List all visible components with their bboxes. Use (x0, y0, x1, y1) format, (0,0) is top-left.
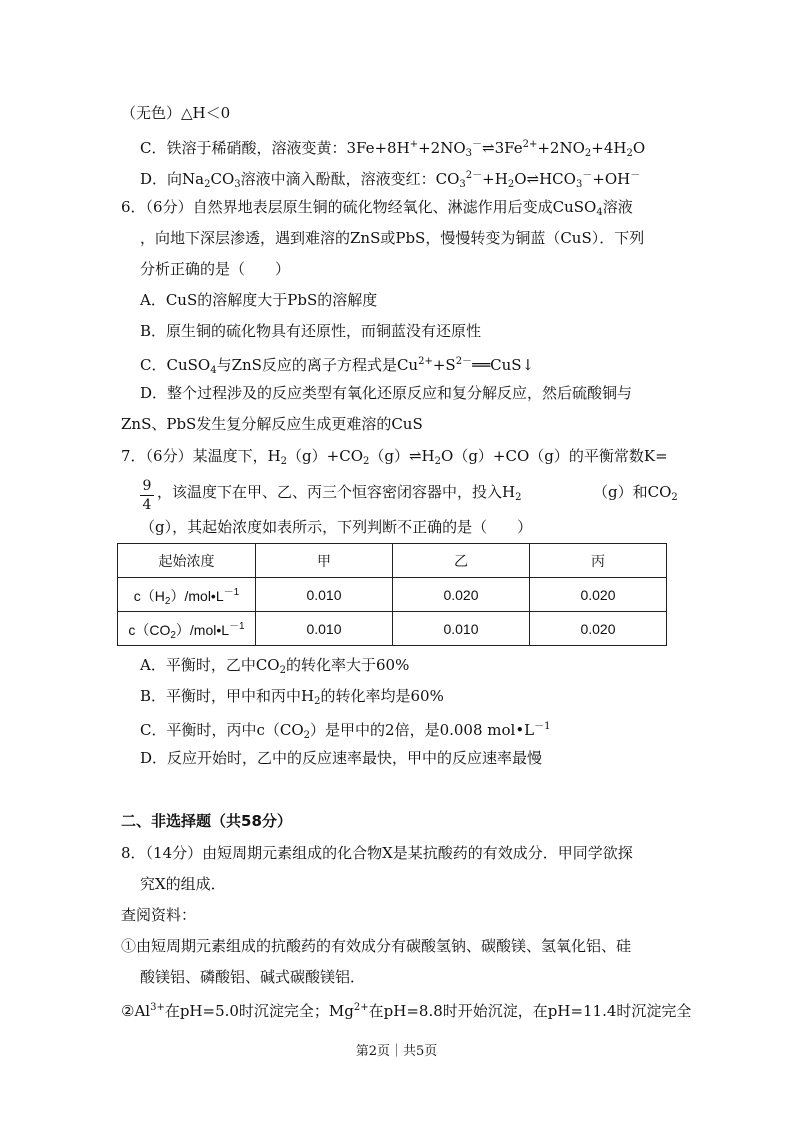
q6-stem-line3: 分析正确的是（ ） (140, 260, 291, 278)
table-cell: 0.020 (530, 578, 667, 612)
q6-option-d-line2: ZnS、PbS发生复分解反应生成更难溶的CuS (121, 415, 423, 433)
table-header: 乙 (393, 544, 530, 578)
table-row (118, 612, 667, 646)
q8-reference-label: 查阅资料： (121, 906, 197, 924)
table-cell: 0.010 (393, 612, 530, 646)
q8-reference-1-line1: ①由短周期元素组成的抗酸药的有效成分有碳酸氢钠、碳酸镁、氢氧化铝、硅 (121, 937, 632, 955)
table-cell: 0.020 (530, 612, 667, 646)
q6-stem-line1: 6．（6分）自然界地表层原生铜的硫化物经氧化、淋滤作用后变成CuSO$_4$溶液 (121, 198, 633, 218)
q7-stem-line1: 7．（6分）某温度下，$H_2(g)+CO_2(g)\rightleftharpoons H_2O(g)+CO(g)$的平衡常数K= (121, 447, 668, 467)
q6-stem-line2: ，向地下深层渗透，遇到难溶的ZnS或PbS，慢慢转变为铜蓝（CuS）．下列 (140, 229, 645, 247)
table-header: 起始浓度 (118, 544, 256, 578)
q7-option-c: C．平衡时，丙中$c(CO_2)$是甲中的2倍，是0.008 $mol•L^{-1}$ (140, 721, 551, 741)
equilibrium-constant-fraction: 9 4 (140, 478, 154, 513)
fraction-bar (140, 495, 154, 496)
table-header: 甲 (256, 544, 393, 578)
q7-option-a: A．平衡时，乙中$CO_2$的转化率大于60% (140, 656, 410, 676)
line-continuation: （无色）△H＜0 (121, 104, 231, 122)
q7-stem-line2b: （g）和$CO_2$ (593, 483, 678, 503)
q8-reference-2: $②Al^{3+}$在pH=5.0时沉淀完全；$Mg^{2+}$在pH=8.8时开始沉淀，在pH=11.4时沉淀完全 (121, 1002, 692, 1020)
table-cell: 0.010 (256, 578, 393, 612)
q7-option-b: B．平衡时，甲中和丙中$H_2$的转化率均是60% (140, 687, 444, 707)
q8-reference-1-line2: 酸镁铝、磷酸铝、碱式碳酸镁铝． (140, 968, 366, 986)
q6-option-d-line1: D．整个过程涉及的反应类型有氧化还原反应和复分解反应，然后硫酸铜与 (140, 384, 633, 402)
table-cell: 0.020 (393, 578, 530, 612)
q5-option-d: D．向$Na_2CO_3$溶液中滴入酚酞，溶液变红：$CO_3^{2-}+H_2O\rightleftharpoons HCO_3^-+OH^-$ (140, 170, 641, 190)
q6-option-a: A．CuS的溶解度大于PbS的溶解度 (140, 291, 378, 309)
q5-option-c: C．铁溶于稀硝酸，溶液变黄：$3Fe+8H^++2NO_3^-\rightleftharpoons 3Fe^{2+}+2NO_2+4H_2O$ (140, 139, 646, 159)
q8-stem-line2: 究X的组成． (140, 875, 226, 893)
table-row (118, 578, 667, 612)
table-cell: 0.010 (256, 612, 393, 646)
initial-concentration-table (117, 543, 667, 646)
q7-stem-line2a: ，该温度下在甲、乙、丙三个恒容密闭容器中，投入$H_2$ (157, 483, 522, 503)
q7-stem-line3: （g），其起始浓度如表所示，下列判断不正确的是（ ） (140, 518, 533, 536)
section-heading: 二、非选择题（共58分） (121, 812, 292, 830)
page-footer: 第2页｜共5页 (355, 1044, 438, 1059)
row-label-co2: $c(CO_2)/mol•L^{-1}$ (118, 612, 256, 646)
q8-stem-line1: 8．（14分）由短周期元素组成的化合物X是某抗酸药的有效成分．甲同学欲探 (121, 844, 633, 862)
table-header: 丙 (530, 544, 667, 578)
q7-option-d: D．反应开始时，乙中的反应速率最快，甲中的反应速率最慢 (140, 749, 543, 767)
table-header-row (118, 544, 667, 578)
q6-option-b: B．原生铜的硫化物具有还原性，而铜蓝没有还原性 (140, 322, 482, 340)
row-label-h2: $c(H_2)/mol•L^{-1}$ (118, 578, 256, 612)
q6-option-c: C．CuSO$_4$与ZnS反应的离子方程式是$Cu^{2+}+S^{2-}══CuS↓$ (140, 356, 535, 376)
